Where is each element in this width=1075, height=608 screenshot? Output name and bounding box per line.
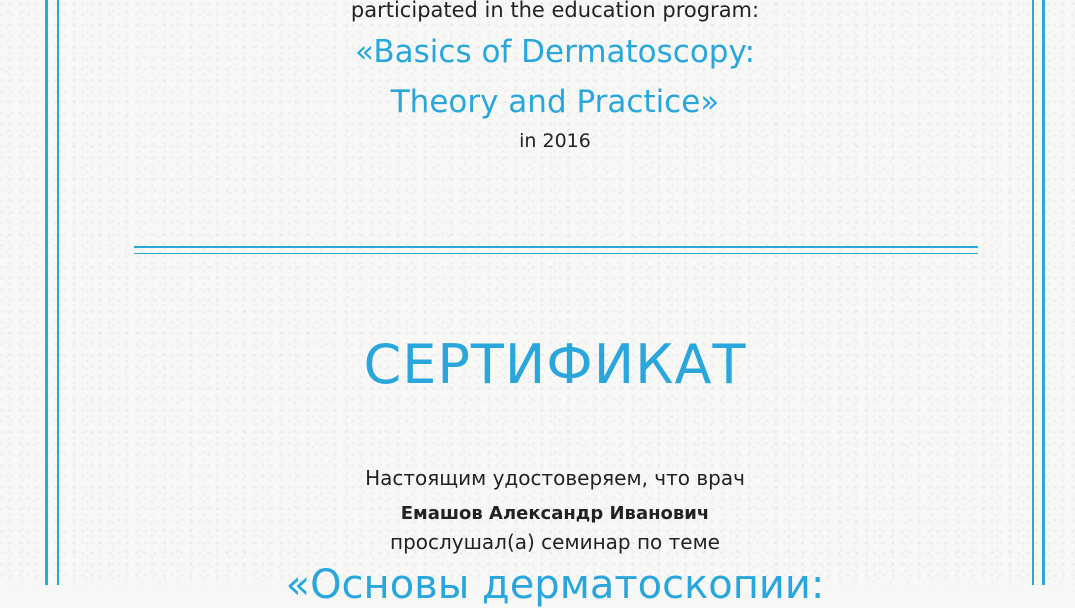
english-year-text: in 2016	[519, 130, 591, 152]
section-divider-thin	[134, 253, 978, 254]
english-program-title-line2: Theory and Practice»	[390, 84, 720, 120]
english-intro-text: participated in the education program:	[350, 0, 760, 22]
russian-intro-text: Настоящим удостоверяем, что врач	[365, 466, 745, 490]
russian-program-title-line1: «Основы дерматоскопии:	[285, 562, 825, 608]
certificate-title: СЕРТИФИКАТ	[363, 333, 747, 396]
english-program-title-line1: «Basics of Dermatoscopy:	[354, 34, 756, 70]
section-divider-thick	[134, 246, 978, 248]
recipient-name: Емашов Александр Иванович	[400, 503, 710, 524]
russian-attended-text: прослушал(а) семинар по теме	[390, 530, 720, 554]
